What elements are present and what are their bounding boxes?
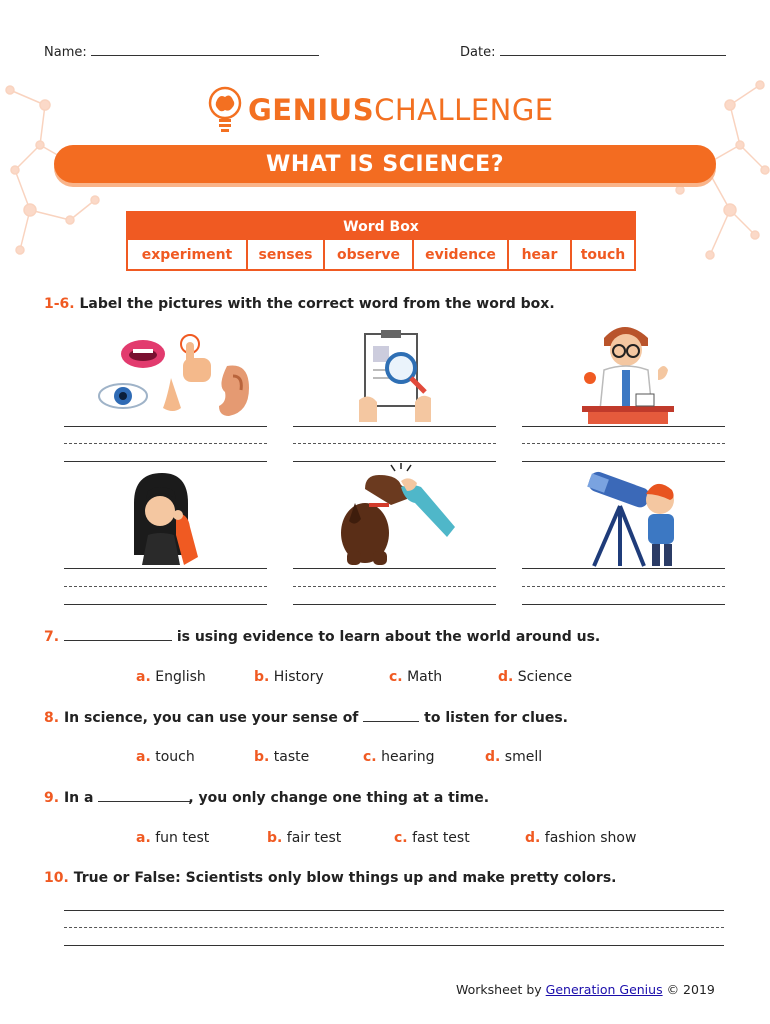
choice-letter: a. (136, 669, 151, 685)
scientist-experiment-icon (578, 320, 678, 425)
question-9 (44, 790, 489, 806)
choice-text: fair test (286, 830, 342, 846)
footer-prefix: Worksheet by (456, 982, 542, 997)
choice[interactable] (136, 830, 209, 846)
answer-line[interactable] (64, 426, 267, 427)
choice[interactable] (394, 830, 470, 846)
choice[interactable] (485, 749, 542, 765)
question-text-before: In science, you can use your sense of (63, 710, 359, 726)
answer-line[interactable] (64, 568, 267, 569)
senses-icon (95, 330, 255, 420)
fill-blank[interactable] (98, 801, 192, 802)
word-box-word: evidence (414, 240, 509, 269)
choice[interactable] (525, 830, 636, 846)
girl-hearing-icon (128, 473, 198, 565)
question-text: True or False: Scientists only blow things up and make pretty colors. (73, 870, 617, 886)
choice-letter: b. (254, 749, 270, 765)
footer-suffix: © 2019 (666, 982, 715, 997)
generation-genius-link[interactable]: Generation Genius (545, 982, 663, 997)
answer-line[interactable] (293, 604, 496, 605)
word-box-word: observe (325, 240, 414, 269)
question-text: is using evidence to learn about the world around us. (176, 629, 601, 645)
answer-line[interactable] (522, 461, 725, 462)
choice-letter: a. (136, 749, 151, 765)
page-title: WHAT IS SCIENCE? (266, 151, 504, 177)
instructions-text: Label the pictures with the correct word from the word box. (79, 296, 555, 312)
choice[interactable] (136, 749, 195, 765)
choice-text: fast test (412, 830, 470, 846)
choice[interactable] (254, 669, 324, 685)
choice-letter: c. (394, 830, 408, 846)
choice-text: smell (504, 749, 543, 765)
choice-text: English (155, 669, 206, 685)
answer-line[interactable] (293, 461, 496, 462)
word-box-word: touch (580, 246, 626, 263)
footer-credit (456, 982, 715, 997)
date-blank[interactable] (500, 55, 726, 56)
choice[interactable] (254, 749, 309, 765)
question-8 (44, 710, 568, 726)
brand-genius: GENIUS (248, 93, 375, 127)
choice-text: History (273, 669, 324, 685)
choice-text: taste (273, 749, 310, 765)
word-box-word: experiment (128, 240, 248, 269)
fill-blank[interactable] (64, 640, 172, 641)
choice-letter: a. (136, 830, 151, 846)
word-box (126, 211, 636, 271)
question-number: 8. (44, 710, 60, 726)
instructions-number: 1-6. (44, 296, 75, 312)
question-number: 10. (44, 870, 69, 886)
question-text-after: , you only change one thing at a time. (188, 790, 490, 806)
choice-letter: d. (498, 669, 514, 685)
answer-guide-line (64, 443, 267, 444)
answer-guide-line (64, 586, 267, 587)
fill-blank[interactable] (363, 721, 419, 722)
answer-line[interactable] (522, 426, 725, 427)
choice[interactable] (363, 749, 435, 765)
answer-line[interactable] (522, 604, 725, 605)
question-text-before: In a (63, 790, 94, 806)
instructions-1-6 (44, 296, 555, 312)
question-7 (44, 629, 600, 645)
question-number: 9. (44, 790, 60, 806)
choice-text: fashion show (544, 830, 637, 846)
word-box-word: senses (248, 240, 325, 269)
dog-touch-icon (335, 463, 460, 568)
choice-text: Science (517, 669, 573, 685)
date-field (460, 45, 726, 60)
choice[interactable] (267, 830, 341, 846)
choice-text: hearing (381, 749, 435, 765)
choice[interactable] (498, 669, 572, 685)
choice[interactable] (136, 669, 206, 685)
answer-line[interactable] (64, 910, 724, 911)
answer-line[interactable] (522, 568, 725, 569)
word-box-row (128, 240, 634, 269)
name-blank[interactable] (91, 55, 319, 56)
answer-guide-line (293, 586, 496, 587)
choice-letter: b. (254, 669, 270, 685)
choice-letter: d. (525, 830, 541, 846)
answer-line[interactable] (293, 568, 496, 569)
answer-line[interactable] (64, 461, 267, 462)
evidence-magnifier-icon (355, 330, 435, 425)
choice-text: fun test (155, 830, 210, 846)
answer-guide-line (64, 927, 724, 928)
answer-line[interactable] (64, 945, 724, 946)
choice-letter: c. (389, 669, 403, 685)
question-10 (44, 870, 616, 886)
title-banner (54, 145, 716, 183)
choice-letter: b. (267, 830, 283, 846)
telescope-observe-icon (580, 470, 680, 570)
choice-letter: d. (485, 749, 501, 765)
answer-line[interactable] (64, 604, 267, 605)
date-label: Date: (460, 45, 496, 60)
name-label: Name: (44, 45, 87, 60)
answer-guide-line (522, 586, 725, 587)
choice[interactable] (389, 669, 442, 685)
answer-guide-line (522, 443, 725, 444)
word-box-heading: Word Box (128, 213, 634, 240)
answer-guide-line (293, 443, 496, 444)
choice-text: Math (407, 669, 443, 685)
name-field (44, 45, 319, 60)
word-box-word: hear (509, 240, 572, 269)
question-text-after: to listen for clues. (424, 710, 568, 726)
answer-line[interactable] (293, 426, 496, 427)
lightbulb-brain-icon (208, 86, 242, 134)
brand-logo (208, 86, 554, 134)
choice-letter: c. (363, 749, 377, 765)
question-number: 7. (44, 629, 60, 645)
brand-challenge: CHALLENGE (374, 93, 554, 127)
choice-text: touch (155, 749, 195, 765)
